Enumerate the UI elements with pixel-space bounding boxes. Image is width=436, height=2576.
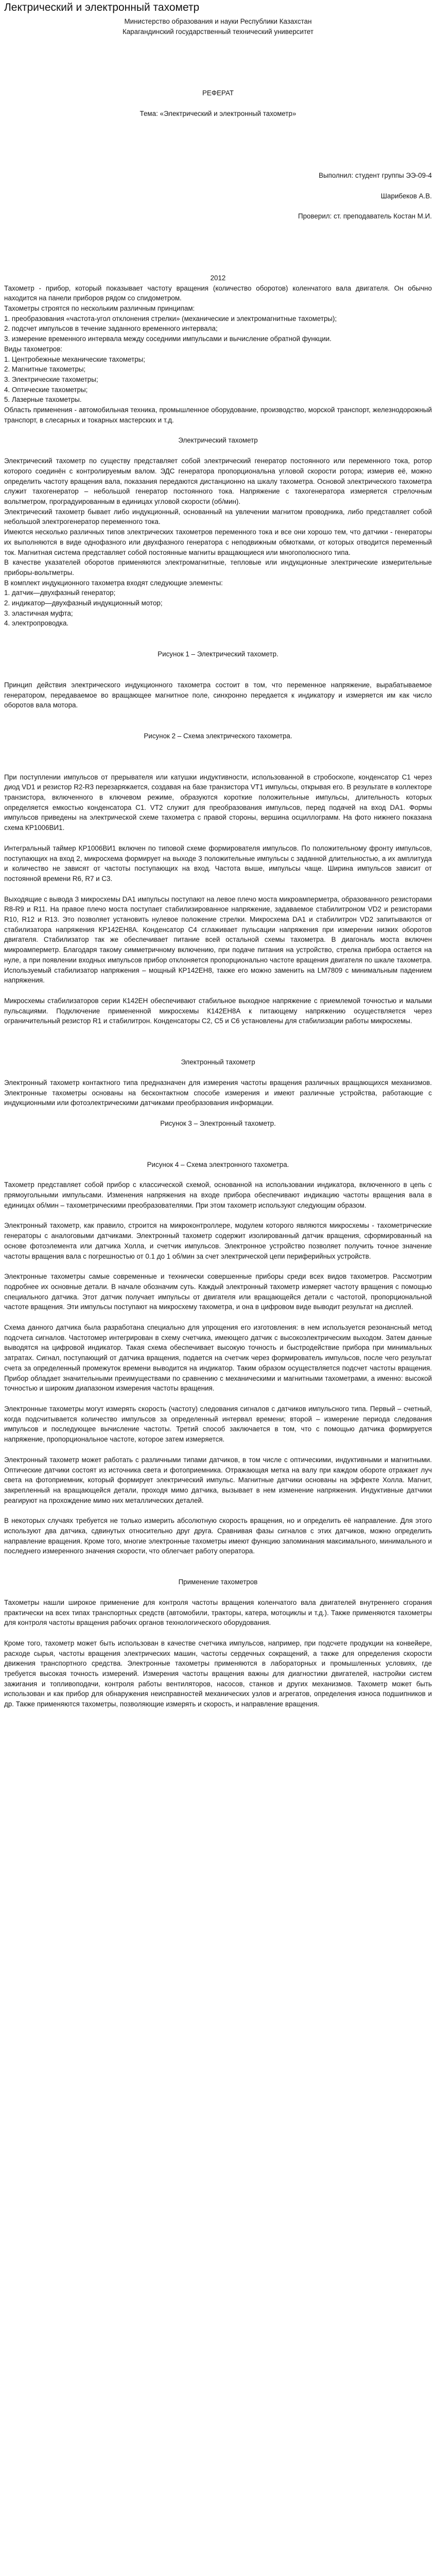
- spacer: [4, 181, 432, 191]
- spacer: [4, 1170, 432, 1180]
- paragraph: Электрический тахометр бывает либо индукционный, основанный на увлечении магнитом проводника, либо представляет собой небольшой электрогенератор переменного тока.: [4, 507, 432, 526]
- figure-caption-3: Рисунок 3 – Электронный тахометр.: [160, 1119, 276, 1127]
- spacer: [4, 659, 432, 680]
- spacer: [4, 1026, 432, 1057]
- section-heading-electric: Электрический тахометр: [178, 436, 258, 445]
- spacer: [4, 201, 432, 211]
- spacer: [4, 98, 432, 109]
- paragraph: Тахометр представляет собой прибор с классической схемой, основанной на использовании индикатора, включенного в цепь с прямоугольными импульсами. Изменения напряжения на входе прибора обеспечивают индикацию частоты вращения вала в единицах об/мин – тахометрическими преобразователями. При этом тахометр используют следующим образом.: [4, 1181, 432, 1209]
- spacer: [4, 222, 432, 273]
- spacer: [4, 741, 432, 772]
- paragraph: Кроме того, тахометр может быть использован в качестве счетчика импульсов, например, при подсчете продукции на конвейере, расходе сырья, частоты вращения электрических машин, частоты сердечных сокращений, а также для определения скорости движения транспортного средства. Электронные тахометры применяются в лабораторных и промышленных условиях, где требуется высокая точность измерений. Измерения частоты вращения важны для диагностики двигателей, настройки систем зажигания и топливоподачи, контроля работы вентиляторов, насосов, станков и других механизмов. Тахометр может быть использован и как прибор для обнаружения неисправностей механических узлов и агрегатов, определения износа подшипников и др. Также применяются тахометры, позволяющие измерять и скорость, и направление вращения.: [4, 1639, 432, 1708]
- spacer: [4, 1445, 432, 1455]
- figure-caption-1: Рисунок 1 – Электрический тахометр.: [158, 650, 278, 658]
- paragraph: Принцип действия электрического индукционного тахометра состоит в том, что переменное напряжение, вырабатываемое генератором, передаваемое во вращающее магнитное поле, синхронно передается к индикатору и измеряется им как число оборотов вала мотора.: [4, 681, 432, 709]
- ministry-line: Министерство образования и науки Республики Казахстан: [124, 18, 312, 25]
- paragraph: Электронные тахометры самые современные и технически совершенные приборы среди всех видов тахометров. Рассмотрим подробнее их основные детали. В начале обозначим суть. Каждый электронный тахометр измеряет частоту вращения с помощью специального датчика. Этот датчик получает импульсы от двигателя или вращающейся детали с частотой, пропорциональной частоте вращения. Эти импульсы поступают на микросхему тахометра, и она в цифровом виде выводит результат на дисплей.: [4, 1273, 432, 1311]
- document-title: Лектрический и электронный тахометр: [4, 2, 200, 13]
- spacer: [4, 1556, 432, 1577]
- spacer: [4, 425, 432, 435]
- paragraph: Тахометры строятся по нескольким различным принципам:: [4, 304, 195, 313]
- list-item: 3. измерение временного интервала между соседними импульсами и вычисление обратной функции.: [4, 335, 332, 343]
- paragraph: В комплект индукционного тахометра входят следующие элементы:: [4, 579, 223, 587]
- paragraph: Электронный тахометр может работать с различными типами датчиков, в том числе с оптическими, индуктивными и магнитными. Оптические датчики состоят из источника света и фотоприемника. Отражающая метка на валу при каждом обороте отражает луч света на фотоприемник, который формирует электрический импульс. Магнитные датчики основаны на эффекте Холла. Магнит, закрепленный на вращающейся детали, проходя мимо датчика, вызывает в нем изменение напряжения. Индуктивные датчики реагируют на прохождение мимо них металлических деталей.: [4, 1455, 432, 1504]
- list-item: 5. Лазерные тахометры.: [4, 396, 82, 404]
- figure-caption-2: Рисунок 2 – Схема электрического тахометра.: [144, 732, 292, 740]
- spacer: [4, 833, 432, 843]
- spacer: [4, 37, 432, 88]
- report-label: РЕФЕРАТ: [202, 89, 234, 97]
- performed-by: Выполнил: студент группы ЭЭ-09-4: [319, 171, 432, 179]
- paragraph: Область применения - автомобильная техника, промышленное оборудование, производство, морской транспорт, железнодорожный транспорт, в слесарных и токарных мастерских и т.д.: [4, 406, 432, 424]
- spacer: [4, 1312, 432, 1323]
- spacer: [4, 1394, 432, 1404]
- paragraph: Выходящие с вывода 3 микросхемы DA1 импульсы поступают на левое плечо моста микроамперметра, образованного резисторами R8-R9 и R11. На правое плечо моста поступает стабилизированное напряжение, задаваемое стабилитроном VD2 и резисторами R10, R12 и R13. Это позволяет установить нулевое положение стрелки. Микросхема DA1 и стабилитрон VD2 запитываются от стабилизатора напряжения КР142ЕН8А. Конденсатор C4 сглаживает пульсации напряжения при измерении низких оборотов двигателя. Стабилизатор так же обеспечивает питание всей остальной схемы тахометра. В диагональ моста включен микроамперметр. Благодаря такому симметричному включению, при подаче питания на устройство, стрелка прибора остается на нуле, а при появлении входных импульсов прибор отклоняется пропорционально частоте вращения двигателя по шкале тахометра. Используемый стабилизатор напряжения – мощный КР142ЕН8, также его можно заменить на LM7809 с минимальным падением напряжения.: [4, 895, 432, 985]
- spacer: [4, 1129, 432, 1160]
- spacer: [4, 446, 432, 456]
- paragraph: Виды тахометров:: [4, 345, 63, 353]
- student-name: Шарибеков А.В.: [380, 192, 432, 200]
- list-item: 3. эластичная муфта;: [4, 609, 73, 617]
- paragraph: Тахометры нашли широкое применение для контроля частоты вращения коленчатого вала двигателей внутреннего сгорания практически на всех типах транспортных средств (автомобили, тракторы, катера, мотоциклы и т.д.). Также применяются тахометры для контроля частоты вращения рабочих органов технологического оборудования.: [4, 1598, 432, 1627]
- paragraph: Электрический тахометр по существу представляет собой электрический генератор постоянного или переменного тока, ротор которого соединён с контролируемым валом. ЭДС генератора пропорциональна угловой скорости ротора; измерив её, можно определить частоту вращения вала, показания передаются дистанционно на шкалу тахометра. Основой электрического тахометра служит тахогенератор – небольшой генератор постоянного тока. Напряжение с тахогенератора измеряется стрелочным вольтметром, проградуированным в единицах угловой скорости (об/мин).: [4, 457, 432, 505]
- list-item: 3. Электрические тахометры;: [4, 375, 98, 383]
- report-year: 2012: [210, 274, 226, 282]
- list-item: 2. Магнитные тахометры;: [4, 365, 86, 374]
- figure-caption-4: Рисунок 4 – Схема электронного тахометра.: [147, 1160, 289, 1168]
- spacer: [4, 1261, 432, 1272]
- spacer: [4, 629, 432, 649]
- paragraph: Микросхемы стабилизаторов серии К142ЕН обеспечивают стабильное выходное напряжение с приемлемой точностью и малыми пульсациями. Подключение примененной микросхемы К142ЕН8А к питающему напряжению осуществляется через ограничительный резистор R1 и стабилитрон. Конденсаторы C2, C5 и C6 установлены для стабилизации работы микросхемы.: [4, 997, 432, 1025]
- list-item: 2. подсчет импульсов в течение заданного временного интервала;: [4, 325, 218, 333]
- spacer: [4, 710, 432, 731]
- spacer: [4, 1108, 432, 1118]
- paragraph: Электронный тахометр, как правило, строится на микроконтроллере, модулем которого являются микросхемы - тахометрические генераторы с аналоговыми датчиками. Электронный тахометр содержит изолированный датчик вращения, сформированный на основе фотоэлемента или датчика Холла, и счетчик импульсов. Электронное устройство позволяет получить точное значение частоты вращения вала с погрешностью от 0.1 до 1 об/мин за счет электрической цепи периферийных устройств.: [4, 1222, 432, 1260]
- paragraph: Электронные тахометры могут измерять скорость (частоту) следования сигналов с датчиков импульсного типа. Первый – счетный, когда подсчитывается количество импульсов за определенный интервал времени; второй – измерение периода следования импульсов и последующее вычисление частоты. Третий способ заключается в том, что с помощью датчика формируется напряжение, пропорциональное частоте, которое затем измеряется.: [4, 1404, 432, 1444]
- university-line: Карагандинский государственный технический университет: [122, 27, 314, 36]
- spacer: [4, 1587, 432, 1598]
- list-item: 2. индикатор—двухфазный индукционный мотор;: [4, 599, 163, 607]
- spacer: [4, 884, 432, 894]
- checked-by: Проверил: ст. преподаватель Костан М.И.: [298, 212, 432, 221]
- spacer: [4, 1628, 432, 1638]
- section-heading-electronic: Электронный тахометр: [181, 1058, 255, 1066]
- paragraph: Схема данного датчика была разработана специально для упрощения его изготовления: в нем используется резонансный метод подсчета сигналов. Частотомер интегрирован в схему счетчика, имеющего датчик с высокоэлектрическим выходом. Затем данные выводятся на цифровой индикатор. Такая схема обеспечивает высокую точность и быстродействие прибора при минимальных затратах. Сигнал, поступающий от датчика вращения, подается на счетчик через формирователь импульсов, после чего результат счета за определенный промежуток времени выводится на индикатор. Таким образом осуществляется подсчет частоты вращения. Прибор обладает значительными преимуществами по сравнению с механическими и магнитными тахометрами, а именно: высокой точностью и широким диапазоном измерения частоты вращения.: [4, 1324, 432, 1393]
- paragraph: Имеются несколько различных типов электрических тахометров переменного тока и все они хорошо тем, что датчики - генераторы их выполняются в виде однофазного или двухфазного генератора с неподвижным обмотками, от которых отводится переменный ток. Магнитная система представляет собой постоянные магниты вращающиеся или многополюсного типа.: [4, 528, 432, 556]
- paragraph: Тахометр - прибор, который показывает частоту вращения (количество оборотов) коленчатого вала двигателя. Он обычно находится на панели приборов рядом со спидометром.: [4, 284, 432, 302]
- spacer: [4, 119, 432, 171]
- spacer: [4, 1505, 432, 1516]
- spacer: [4, 986, 432, 996]
- paragraph: Электронный тахометр контактного типа предназначен для измерения частоты вращения различных вращающихся механизмов. Электронные тахометры основаны на бесконтактном способе измерения и имеют различные устройства, работающие с индукционными или фотоэлектрическими датчиками преобразования информации.: [4, 1078, 432, 1107]
- paragraph: При поступлении импульсов от прерывателя или катушки индуктивности, использованной в стробоскопе, конденсатор C1 через диод VD1 и резистор R2-R3 перезаряжается, создавая на базе транзистора VT1 импульсы, открывая его. В результате в коллекторе транзистора, включенного в ключевом режиме, образуются короткие положительные импульсы, длительность которых определяется емкостью конденсатора C1. VT2 служит для преобразования импульсов, перед подачей на вход DA1. Формы импульсов приведены на электрической схеме тахометра с правой стороны, вершина осциллограмм. На фото нижнего показана схема КР1006ВИ1.: [4, 773, 432, 832]
- paragraph: В некоторых случаях требуется не только измерить абсолютную скорость вращения, но и определить её направление. Для этого используют два датчика, сдвинутых относительно друг друга. Сравнивая фазы сигналов с этих датчиков, можно определить направление вращения. Кроме того, многие электронные тахометры имеют функцию запоминания максимального, минимального и последнего измеренного значения скорости, что облегчает работу оператора.: [4, 1517, 432, 1555]
- spacer: [4, 1067, 432, 1078]
- section-heading-application: Применение тахометров: [178, 1578, 258, 1586]
- list-item: 4. электропроводка.: [4, 619, 69, 628]
- list-item: 1. Центробежные механические тахометры;: [4, 355, 146, 363]
- paragraph: В качестве указателей оборотов применяются электромагнитные, тепловые или индукционные электрические измерительные приборы-вольтметры.: [4, 558, 432, 577]
- list-item: 1. преобразования «частота-угол отклонения стрелки» (механические и электромагнитные тахометры);: [4, 314, 337, 323]
- spacer: [4, 1210, 432, 1221]
- paragraph: Интегральный таймер КР1006ВИ1 включен по типовой схеме формирователя импульсов. По положительному фронту импульсов, поступающих на вход 2, микросхема формирует на выходе 3 положительные импульсы с заданной длительностью, а их амплитуда и количество не зависят от частоты поступающих на вход. Частота выше, импульсы чаще. Ширина импульсов зависит от постоянной времени R6, R7 и C3.: [4, 844, 432, 883]
- list-item: 1. датчик—двухфазный генератор;: [4, 589, 116, 597]
- list-item: 4. Оптические тахометры;: [4, 385, 88, 394]
- report-topic: Тема: «Электрический и электронный тахометр»: [139, 110, 297, 118]
